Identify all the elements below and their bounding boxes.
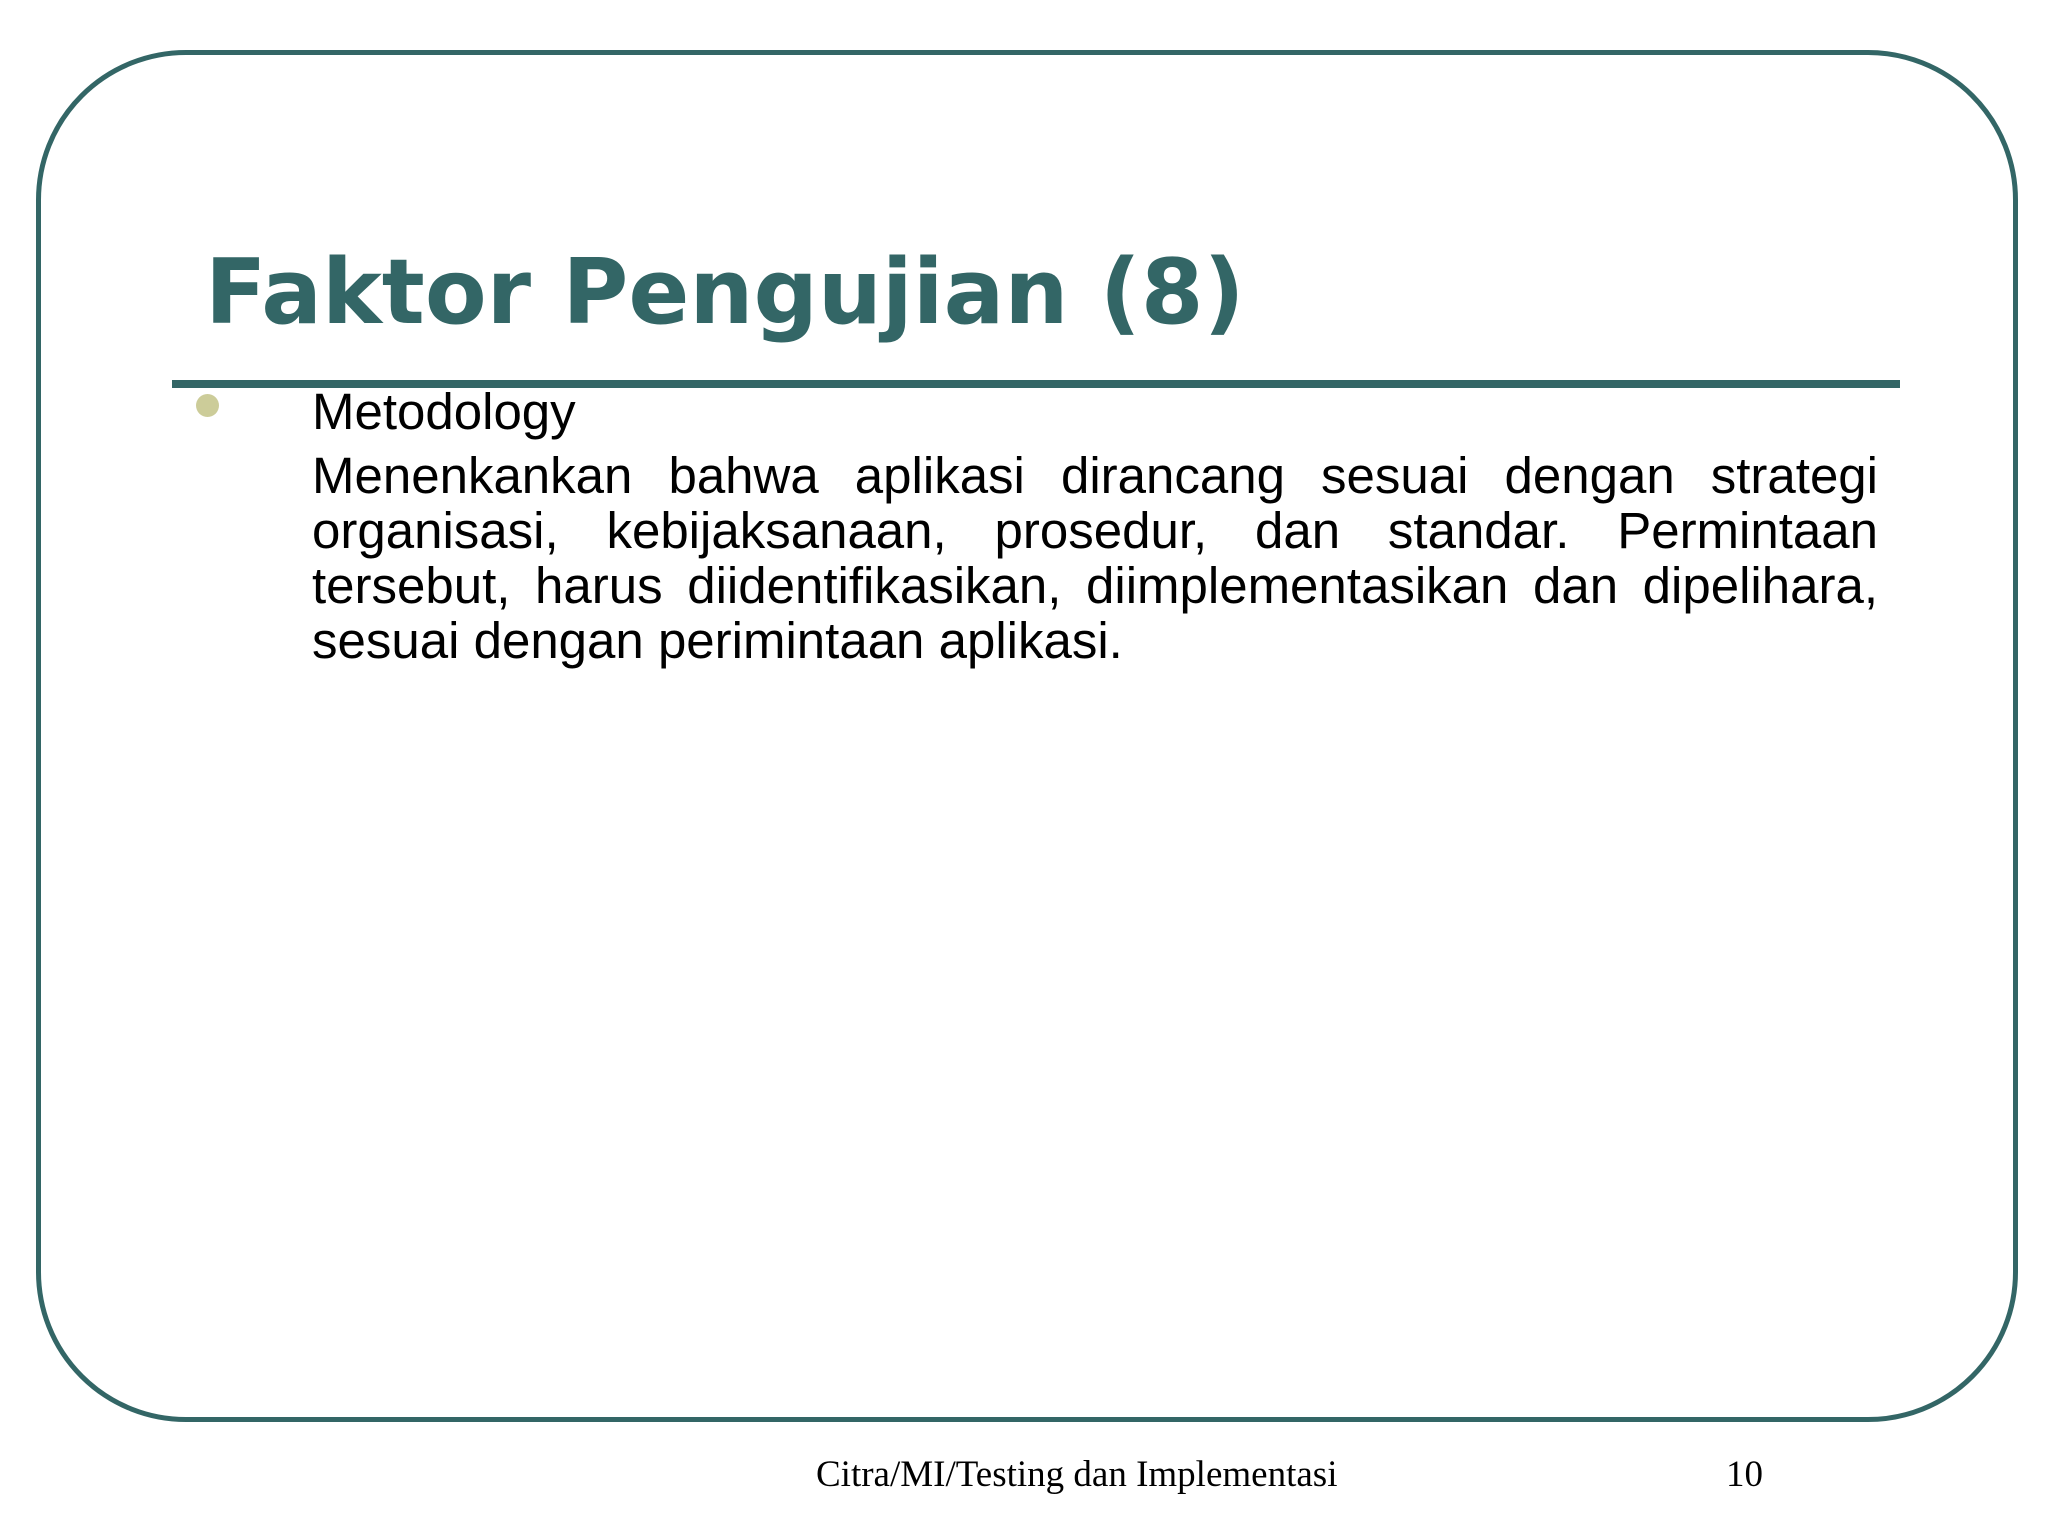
page-number: 10 [1726, 1454, 1763, 1495]
bullet-heading: Metodology [312, 383, 576, 440]
slide-title: Faktor Pengujian (8) [205, 240, 1245, 345]
footer-text: Citra/MI/Testing dan Implementasi [816, 1454, 1338, 1495]
bullet-body-text: Menenkankan bahwa aplikasi dirancang sesuai dengan strategi organisasi, kebijaksanaan, prosedur, dan standar. Permintaan tersebut, harus diidentifikasikan, diimplementasikan dan dipelihara, sesuai dengan perimintaan aplikasi. [312, 447, 1878, 669]
bullet-dot-icon [196, 394, 219, 417]
